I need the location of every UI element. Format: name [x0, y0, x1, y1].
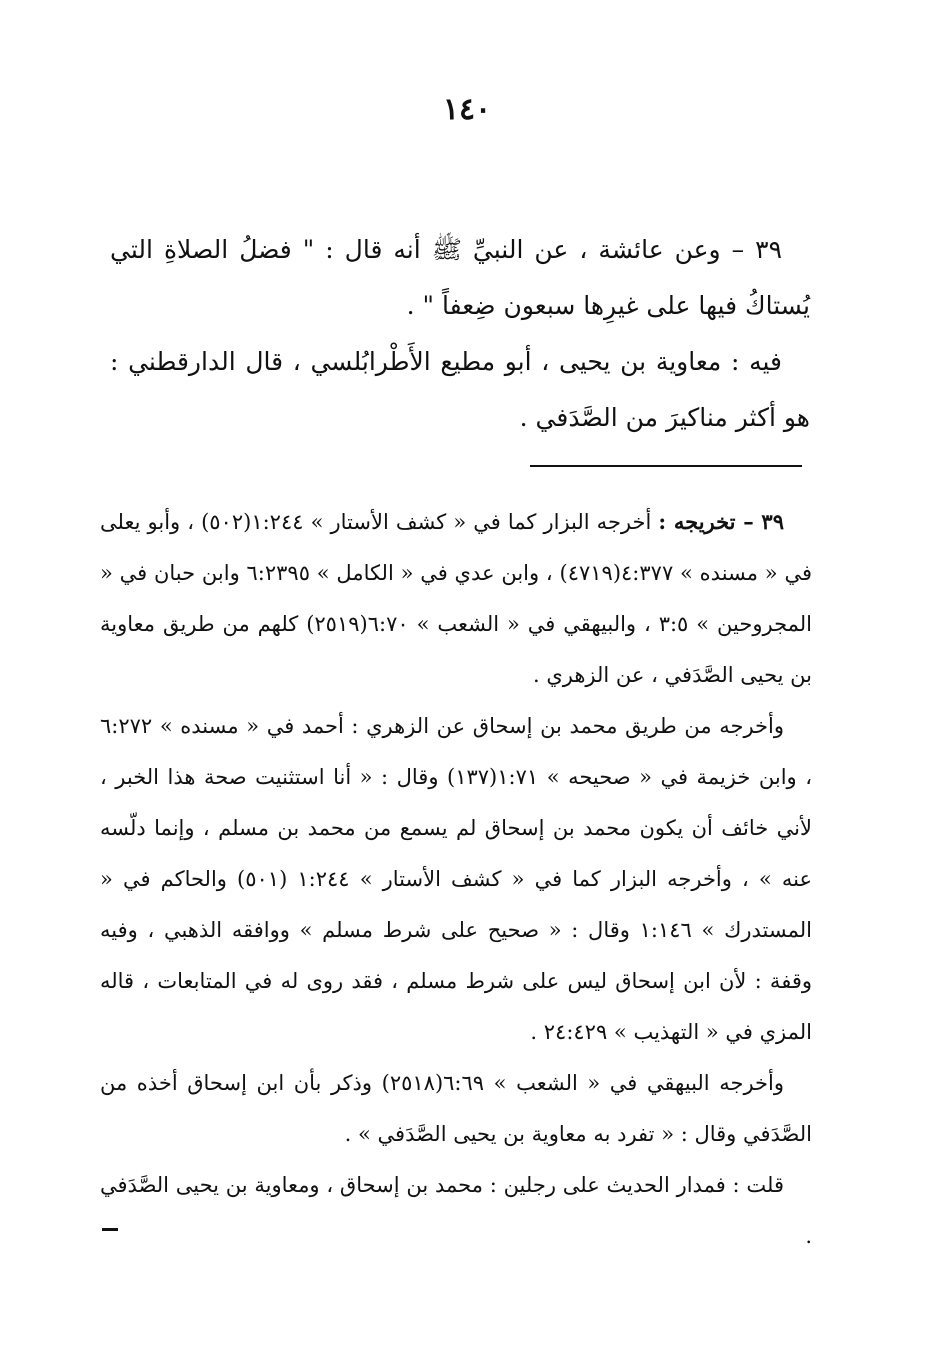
hadith-block — [110, 222, 810, 446]
end-mark — [102, 1228, 118, 1231]
hadith-number: ٣٩ – — [731, 235, 782, 264]
footnote-paragraph-1 — [100, 496, 812, 701]
footnote-text-1: أخرجه البزار كما في « كشف الأستار » ١:٢٤٤(٥٠٢) ، وأبو يعلى في « مسنده » ٤:٣٧٧(٤٧١٩) ، وابن عدي في « الكامل » ٦:٢٣٩٥ وابن حبان في « المجروحين » ٣:٥ ، والبيهقي في « الشعب » ٦:٧٠(٢٥١٩) كلهم من طريق معاوية بن يحيى الصَّدَفي ، عن الزهري . — [100, 510, 812, 687]
footnote-paragraph-4: قلت : فمدار الحديث على رجلين : محمد بن إسحاق ، ومعاوية بن يحيى الصَّدَفي . — [100, 1173, 812, 1248]
footnote-paragraph-2: وأخرجه من طريق محمد بن إسحاق عن الزهري : أحمد في « مسنده » ٦:٢٧٢ ، وابن خزيمة في « صحيحه » ١:٧١(١٣٧) وقال : « أنا استثنيت صحة هذا الخبر ، لأني خائف أن يكون محمد بن إسحاق لم يسمع من محمد بن مسلم ، وإنما دلّسه عنه » ، وأخرجه البزار كما في « كشف الأستار » ١:٢٤٤ (٥٠١) والحاكم في « المستدرك » ١:١٤٦ وقال : « صحيح على شرط مسلم » ووافقه الذهبي ، وفيه وقفة : لأن ابن إسحاق ليس على شرط مسلم ، فقد روى له في المتابعات ، قاله المزي في « التهذيب » ٢٤:٤٢٩ . — [100, 714, 812, 1044]
hadith-paragraph — [110, 222, 810, 334]
hadith-commentary: فيه : معاوية بن يحيى ، أبو مطيع الأَطْرابُلسي ، قال الدارقطني : هو أكثر مناكيرَ من الصَّدَفي . — [110, 347, 810, 432]
footnote-label: ٣٩ – تخريجه : — [658, 509, 784, 534]
footnote-paragraph-3: وأخرجه البيهقي في « الشعب » ٦:٦٩(٢٥١٨) وذكر بأن ابن إسحاق أخذه من الصَّدَفي وقال : « تفرد به معاوية بن يحيى الصَّدَفي » . — [100, 1071, 812, 1146]
footnote-block — [100, 496, 812, 1262]
footnote-divider — [530, 465, 802, 467]
page-number: ١٤٠ — [442, 92, 492, 127]
hadith-text: وعن عائشة ، عن النبيِّ ﷺ أنه قال : " فضلُ الصلاةِ التي يُستاكُ فيها على غيرِها سبعون ضِعفاً " . — [110, 235, 810, 320]
